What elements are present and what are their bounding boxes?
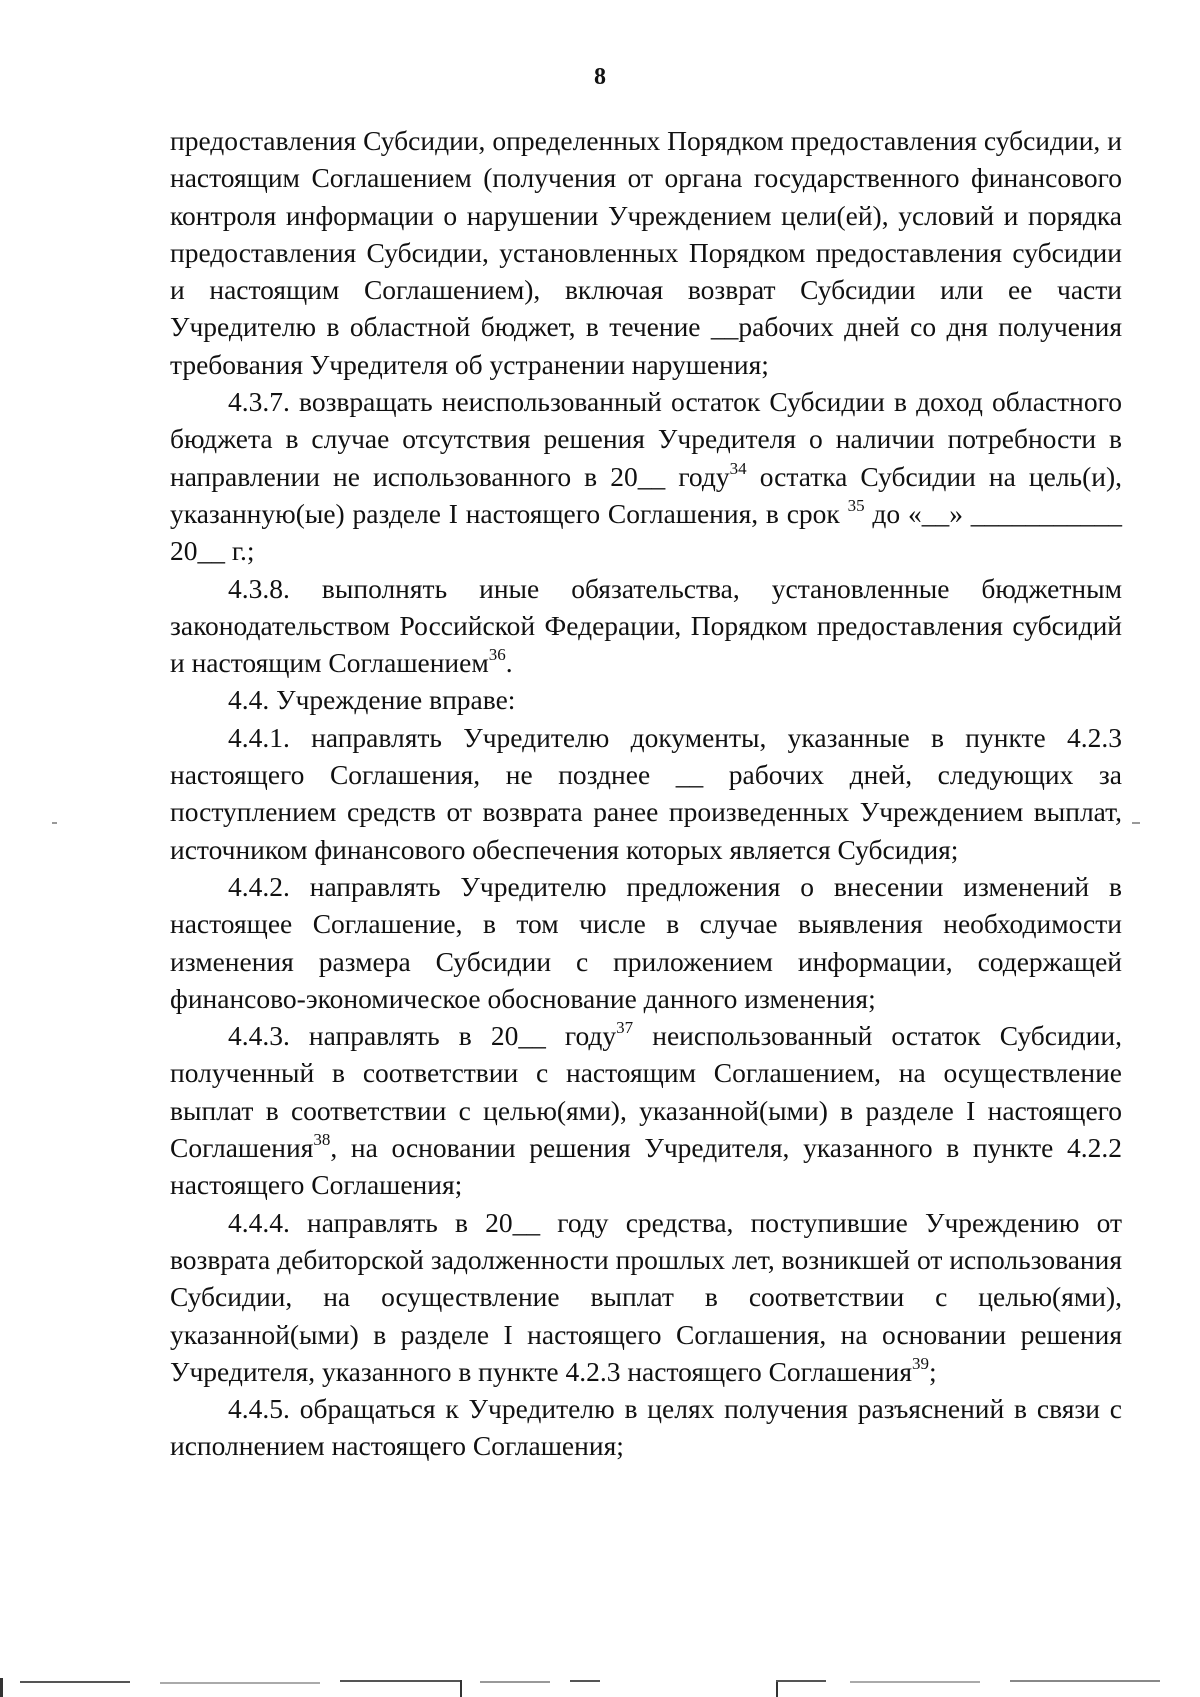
scan-edge-line [1010, 1680, 1160, 1682]
paragraph-text: 4.3.7. возвращать неиспользованный остаток Субсидии в доход областного бюджета в случае отсутствия решения Учредителя о наличии потребности в направлении не использованного в 20__ году [170, 386, 1122, 492]
paragraph-4-4-3 [170, 1017, 1122, 1203]
paragraph-text: предоставления Субсидии, определенных Порядком предоставления субсидии, и настоящим Соглашением (получения от органа государственного финансового контроля информации о нарушении Учреждением цели(ей), условий и порядка предоставления Субсидии, установленных Порядком предоставления субсидии и настоящим Соглашением), включая возврат Субсидии или ее части Учредителю в областной бюджет, в течение __рабочих дней со дня получения требования Учредителя об устранении нарушения; [170, 125, 1122, 380]
footnote-ref: 38 [313, 1130, 331, 1150]
paragraph-text: , на основании решения Учредителя, указанного в пункте 4.2.2 настоящего Соглашения; [170, 1132, 1122, 1201]
paragraph-text: 4.4.4. направлять в 20__ году средства, поступившие Учреждению от возврата дебиторской задолженности прошлых лет, возникшей от использования Субсидии, на осуществление выплат в соответствии с целью(ями), указанной(ыми) в разделе I настоящего Соглашения, на основании решения Учредителя, указанного в пункте 4.2.3 настоящего Соглашения [170, 1206, 1122, 1387]
footnote-ref: 35 [847, 495, 865, 515]
paragraph-text: 4.4.3. направлять в 20__ году [228, 1020, 617, 1052]
paragraph-4-4-2 [170, 868, 1122, 1017]
paragraph-text: 4.4.5. обращаться к Учредителю в целях получения разъяснений в связи с исполнением настоящего Соглашения; [170, 1393, 1122, 1462]
scan-edge-line [20, 1681, 130, 1683]
scan-edge-line [776, 1680, 826, 1682]
paragraph-text: неиспользованный остаток Субсидии, полученный в соответствии с настоящим Соглашением, на осуществление выплат в соответствии с целью(ями), указанной(ыми) в разделе I настоящего Соглашения [170, 1020, 1122, 1164]
paragraph-text: остатка Субсидии на цель(и), указанную(ые) разделе I настоящего Соглашения, в срок [170, 460, 1122, 529]
paragraph-4-3-8 [170, 570, 1122, 682]
footnote-ref: 34 [729, 458, 747, 478]
scan-edge-line [340, 1680, 460, 1682]
paragraph-text: до «__» ___________ 20__ г.; [170, 497, 1122, 567]
paragraph-text: ; [928, 1355, 937, 1387]
scan-edge-line [570, 1680, 600, 1682]
scan-edge-mark [460, 1680, 462, 1697]
page-number: 8 [594, 64, 606, 90]
paragraph-text: 4.4. Учреждение вправе: [228, 684, 516, 716]
paragraph-4-4-4 [170, 1204, 1122, 1390]
paragraph-4-4 [170, 681, 1122, 718]
scan-margin-speck [1132, 822, 1140, 824]
paragraph-continuation [170, 122, 1122, 383]
paragraph-text: . [505, 647, 513, 679]
scan-edge-line [850, 1681, 980, 1683]
paragraph-text: 4.3.8. выполнять иные обязательства, установленные бюджетным законодательством Российской Федерации, Порядком предоставления субсидий и настоящим Соглашением [170, 572, 1122, 679]
paragraph-4-4-1 [170, 719, 1122, 868]
scan-edge-line [160, 1682, 320, 1684]
scan-margin-speck [52, 822, 57, 824]
paragraph-4-3-7 [170, 383, 1122, 569]
scan-edge-line [480, 1681, 550, 1683]
scan-edge-mark [776, 1681, 778, 1697]
footnote-ref: 36 [488, 645, 506, 665]
footnote-ref: 39 [911, 1353, 929, 1373]
scan-edge-mark [0, 1678, 3, 1697]
document-body [170, 122, 1122, 1465]
paragraph-text: 4.4.2. направлять Учредителю предложения о внесении изменений в настоящее Соглашение, в том числе в случае выявления необходимости изменения размера Субсидии с приложением информации, содержащей финансово-экономическое обоснование данного изменения; [170, 870, 1122, 1014]
footnote-ref: 37 [616, 1018, 634, 1038]
paragraph-text: 4.4.1. направлять Учредителю документы, указанные в пункте 4.2.3 настоящего Соглашения, не позднее __ рабочих дней, следующих за поступлением средств от возврата ранее произведенных Учреждением выплат, источником финансового обеспечения которых является Субсидия; [170, 721, 1122, 865]
paragraph-4-4-5 [170, 1390, 1122, 1465]
